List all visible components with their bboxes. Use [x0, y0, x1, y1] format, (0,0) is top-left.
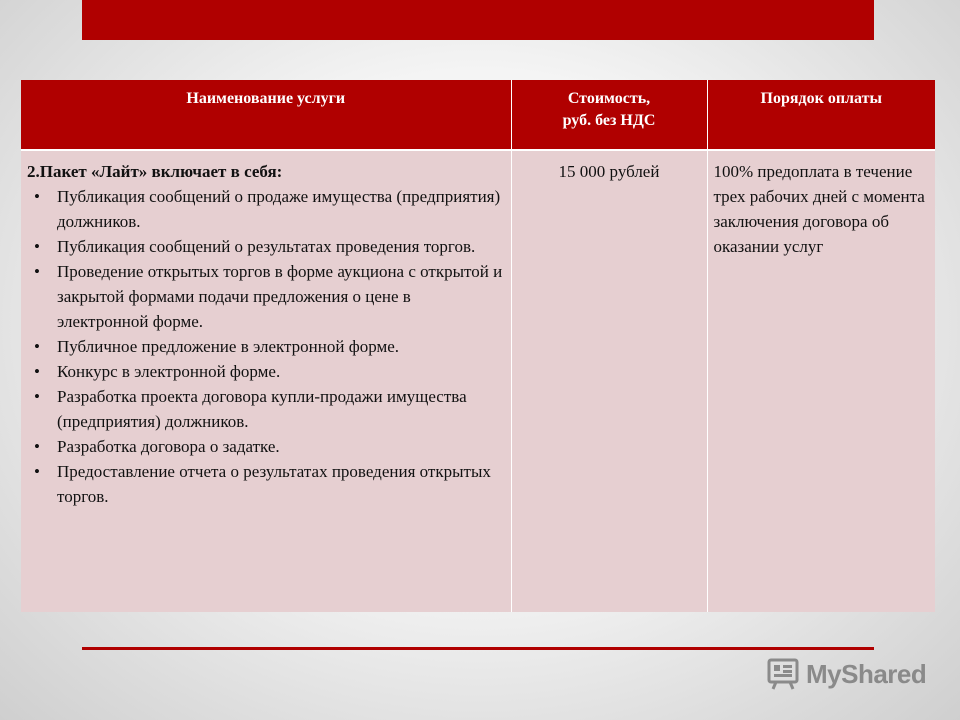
header-service-name: Наименование услуги — [21, 80, 511, 150]
table-row — [21, 150, 935, 612]
header-cost-line2: руб. без НДС — [562, 112, 656, 129]
top-accent-bar — [82, 0, 874, 40]
cell-price: 15 000 рублей — [511, 150, 707, 612]
list-item: • Конкурс в электронной форме. — [57, 359, 505, 384]
bottom-accent-line — [82, 647, 874, 650]
list-item: • Проведение открытых торгов в форме аукциона с открытой и закрытой формами подачи предложения о цене в электронной форме. — [57, 259, 505, 334]
list-item: • Публичное предложение в электронной форме. — [57, 334, 505, 359]
list-item: • Публикация сообщений о результатах проведения торгов. — [57, 234, 505, 259]
myshared-logo-icon — [766, 657, 800, 691]
services-table — [21, 80, 935, 612]
header-cost-line1: Стоимость, — [567, 90, 651, 107]
cell-payment-terms: 100% предоплата в течение трех рабочих дней с момента заключения договора об оказании услуг — [707, 150, 935, 612]
myshared-logo-text: MyShared — [806, 658, 927, 689]
table-header-row — [21, 80, 935, 150]
package-title: 2.Пакет «Лайт» включает в себя: — [27, 162, 283, 181]
myshared-logo[interactable] — [766, 656, 926, 692]
header-payment: Порядок оплаты — [707, 80, 935, 150]
list-item: • Разработка проекта договора купли-продажи имущества (предприятия) должников. — [57, 384, 505, 434]
header-cost — [511, 80, 707, 150]
list-item: • Разработка договора о задатке. — [57, 434, 505, 459]
feature-list — [27, 184, 505, 509]
cell-service-description — [21, 150, 511, 612]
list-item: • Предоставление отчета о результатах проведения открытых торгов. — [57, 459, 505, 509]
list-item: • Публикация сообщений о продаже имущества (предприятия) должников. — [57, 184, 505, 234]
